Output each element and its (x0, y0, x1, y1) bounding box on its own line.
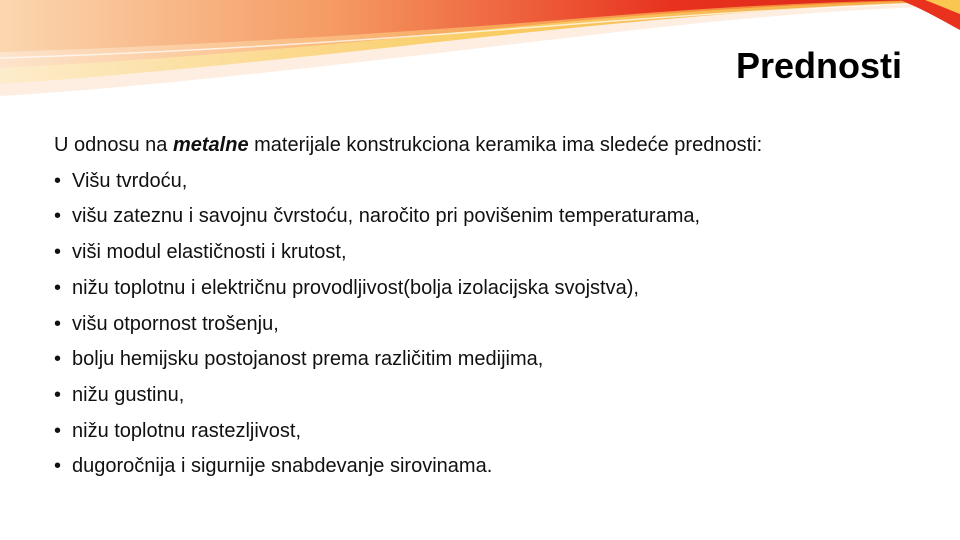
list-item (54, 235, 934, 271)
intro-emphasis: metalne (172, 134, 249, 156)
bullet-icon: • (54, 455, 62, 478)
intro-after: materijale konstrukciona keramika ima sledeće prednosti: (248, 134, 763, 156)
list-item-text: nižu gustinu, (72, 383, 185, 406)
bullet-icon: • (54, 312, 62, 335)
bullet-icon: • (54, 205, 62, 228)
list-item-text: višu otpornost trošenju, (72, 312, 279, 335)
bullet-icon: • (54, 348, 62, 371)
bullet-icon: • (54, 241, 62, 264)
bullet-icon: • (54, 419, 62, 442)
bullet-icon: • (54, 169, 62, 192)
list-item-text: višu zateznu i savojnu čvrstoću, naročito pri povišenim temperaturama, (72, 205, 701, 228)
list-item (54, 342, 934, 378)
slide-body (54, 128, 934, 485)
list-item-text: viši modul elastičnosti i krutost, (72, 241, 347, 264)
list-item (54, 414, 934, 450)
intro-before: U odnosu na (54, 134, 173, 156)
slide-title: Prednosti (735, 45, 902, 86)
list-item-text: Višu tvrdoću, (72, 169, 188, 192)
bullet-icon: • (54, 276, 62, 299)
list-item (54, 271, 934, 307)
advantages-list (54, 164, 934, 485)
list-item-text: nižu toplotnu rastezljivost, (72, 419, 302, 442)
list-item-text: nižu toplotnu i električnu provodljivost(bolja izolacijska svojstva), (72, 276, 639, 299)
list-item-text: dugoročnija i sigurnije snabdevanje sirovinama. (72, 455, 493, 478)
list-item (54, 307, 934, 343)
list-item (54, 199, 934, 235)
list-item (54, 378, 934, 414)
list-item (54, 164, 934, 200)
bullet-icon: • (54, 383, 62, 406)
list-item-text: bolju hemijsku postojanost prema različitim medijima, (72, 348, 544, 371)
list-item (54, 449, 934, 485)
intro-sentence (54, 128, 934, 164)
